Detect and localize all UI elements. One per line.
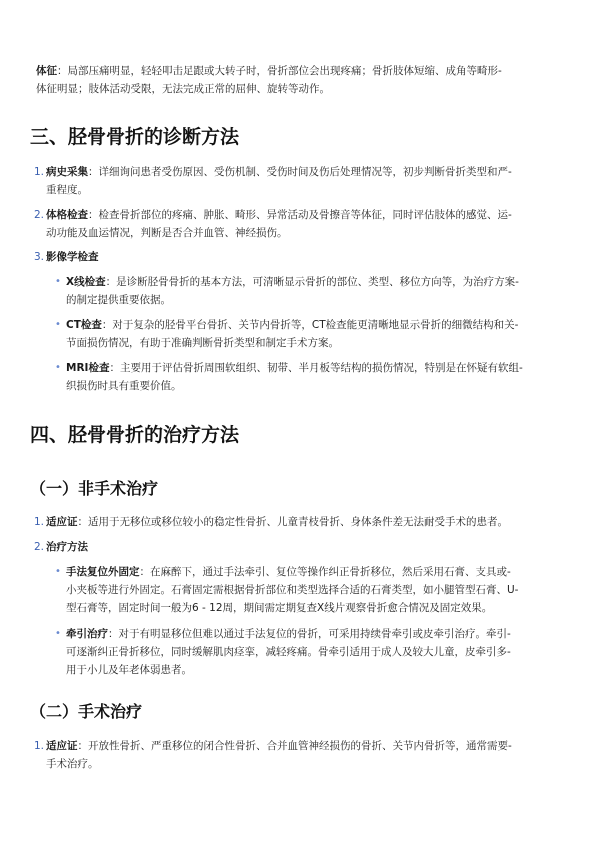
sub-item-label: 手法复位外固定 <box>66 566 140 578</box>
item-text: ：适用于无移位或移位较小的稳定性骨折、儿童青枝骨折、身体条件差无法耐受手术的患者。 <box>77 516 508 528</box>
list-number: 2. <box>34 541 45 553</box>
sub-item-text: 小夹板等进行外固定。石膏固定需根据骨折部位和类型选择合适的石膏类型，如小腿管型石膏、U- <box>66 584 519 596</box>
bullet-icon: • <box>55 566 61 577</box>
item-text: ：详细询问患者受伤原因、受伤机制、受伤时间及伤后处理情况等，初步判断骨折类型和严- <box>88 166 512 178</box>
sub-item-text: ：是诊断胫骨骨折的基本方法，可清晰显示骨折的部位、类型、移位方向等，为治疗方案- <box>105 276 519 288</box>
intro-paragraph <box>36 62 576 98</box>
sub-item-text: ：在麻醉下，通过手法牵引、复位等操作纠正骨折移位，然后采用石膏、支具或- <box>139 566 511 578</box>
list-number: 1. <box>34 516 45 528</box>
list-number: 2. <box>34 209 45 221</box>
sub-item-text: 节面损伤情况，有助于准确判断骨折类型和制定手术方案。 <box>66 337 339 349</box>
item-label: 治疗方法 <box>46 541 88 553</box>
sub-item-text: 可逐渐纠正骨折移位，同时缓解肌肉痉挛，减轻疼痛。骨牵引适用于成人及较大儿童，皮牵引多- <box>66 646 511 658</box>
item-label: 适应证 <box>46 740 78 752</box>
sub-item-text: ：对于复杂的胫骨平台骨折、关节内骨折等，CT检查能更清晰地显示骨折的细微结构和关- <box>101 319 519 331</box>
item-text: ：开放性骨折、严重移位的闭合性骨折、合并血管神经损伤的骨折、关节内骨折等，通常需要- <box>77 740 512 752</box>
sub-item-label: 牵引治疗 <box>66 628 108 640</box>
list-number: 1. <box>34 740 45 752</box>
section-heading: 四、胫骨骨折的治疗方法 <box>30 424 240 446</box>
subsection-heading: （二）手术治疗 <box>30 702 143 721</box>
intro-line: ：局部压痛明显，轻轻叩击足跟或大转子时，骨折部位会出现疼痛；骨折肢体短缩、成角等畸形- <box>57 65 502 77</box>
bullet-icon: • <box>55 276 61 287</box>
sub-item-label: MRI检查 <box>66 362 110 374</box>
list-number: 1. <box>34 166 45 178</box>
intro-label: 体征 <box>36 65 57 77</box>
item-label: 影像学检查 <box>46 251 99 263</box>
intro-line: 体征明显；肢体活动受限，无法完成正常的屈伸、旋转等动作。 <box>36 83 330 95</box>
bullet-icon: • <box>55 319 61 330</box>
item-text: ：检查骨折部位的疼痛、肿胀、畸形、异常活动及骨擦音等体征，同时评估肢体的感觉、运- <box>88 209 512 221</box>
item-text: 动功能及血运情况，判断是否合并血管、神经损伤。 <box>46 227 288 239</box>
item-label: 病史采集 <box>46 166 88 178</box>
section-heading: 三、胫骨骨折的诊断方法 <box>30 126 240 148</box>
list-number: 3. <box>34 251 45 263</box>
sub-item-text: ：对于有明显移位但难以通过手法复位的骨折，可采用持续骨牵引或皮牵引治疗。牵引- <box>108 628 511 640</box>
subsection-heading: （一）非手术治疗 <box>30 479 159 498</box>
item-label: 适应证 <box>46 516 78 528</box>
sub-item-text: ：主要用于评估骨折周围软组织、韧带、半月板等结构的损伤情况，特别是在怀疑有软组- <box>109 362 523 374</box>
bullet-icon: • <box>55 362 61 373</box>
sub-item-text: 型石膏等，固定时间一般为6 - 12周，期间需定期复查X线片观察骨折愈合情况及固定效果。 <box>66 602 493 614</box>
item-text: 重程度。 <box>46 184 88 196</box>
sub-item-label: CT检查 <box>66 319 102 331</box>
sub-item-text: 的制定提供重要依据。 <box>66 294 171 306</box>
sub-item-text: 用于小儿及年老体弱患者。 <box>66 664 192 676</box>
sub-item-text: 织损伤时具有重要价值。 <box>66 380 182 392</box>
sub-item-label: X线检查 <box>66 276 106 288</box>
bullet-icon: • <box>55 628 61 639</box>
item-label: 体格检查 <box>46 209 88 221</box>
item-text: 手术治疗。 <box>46 758 99 770</box>
